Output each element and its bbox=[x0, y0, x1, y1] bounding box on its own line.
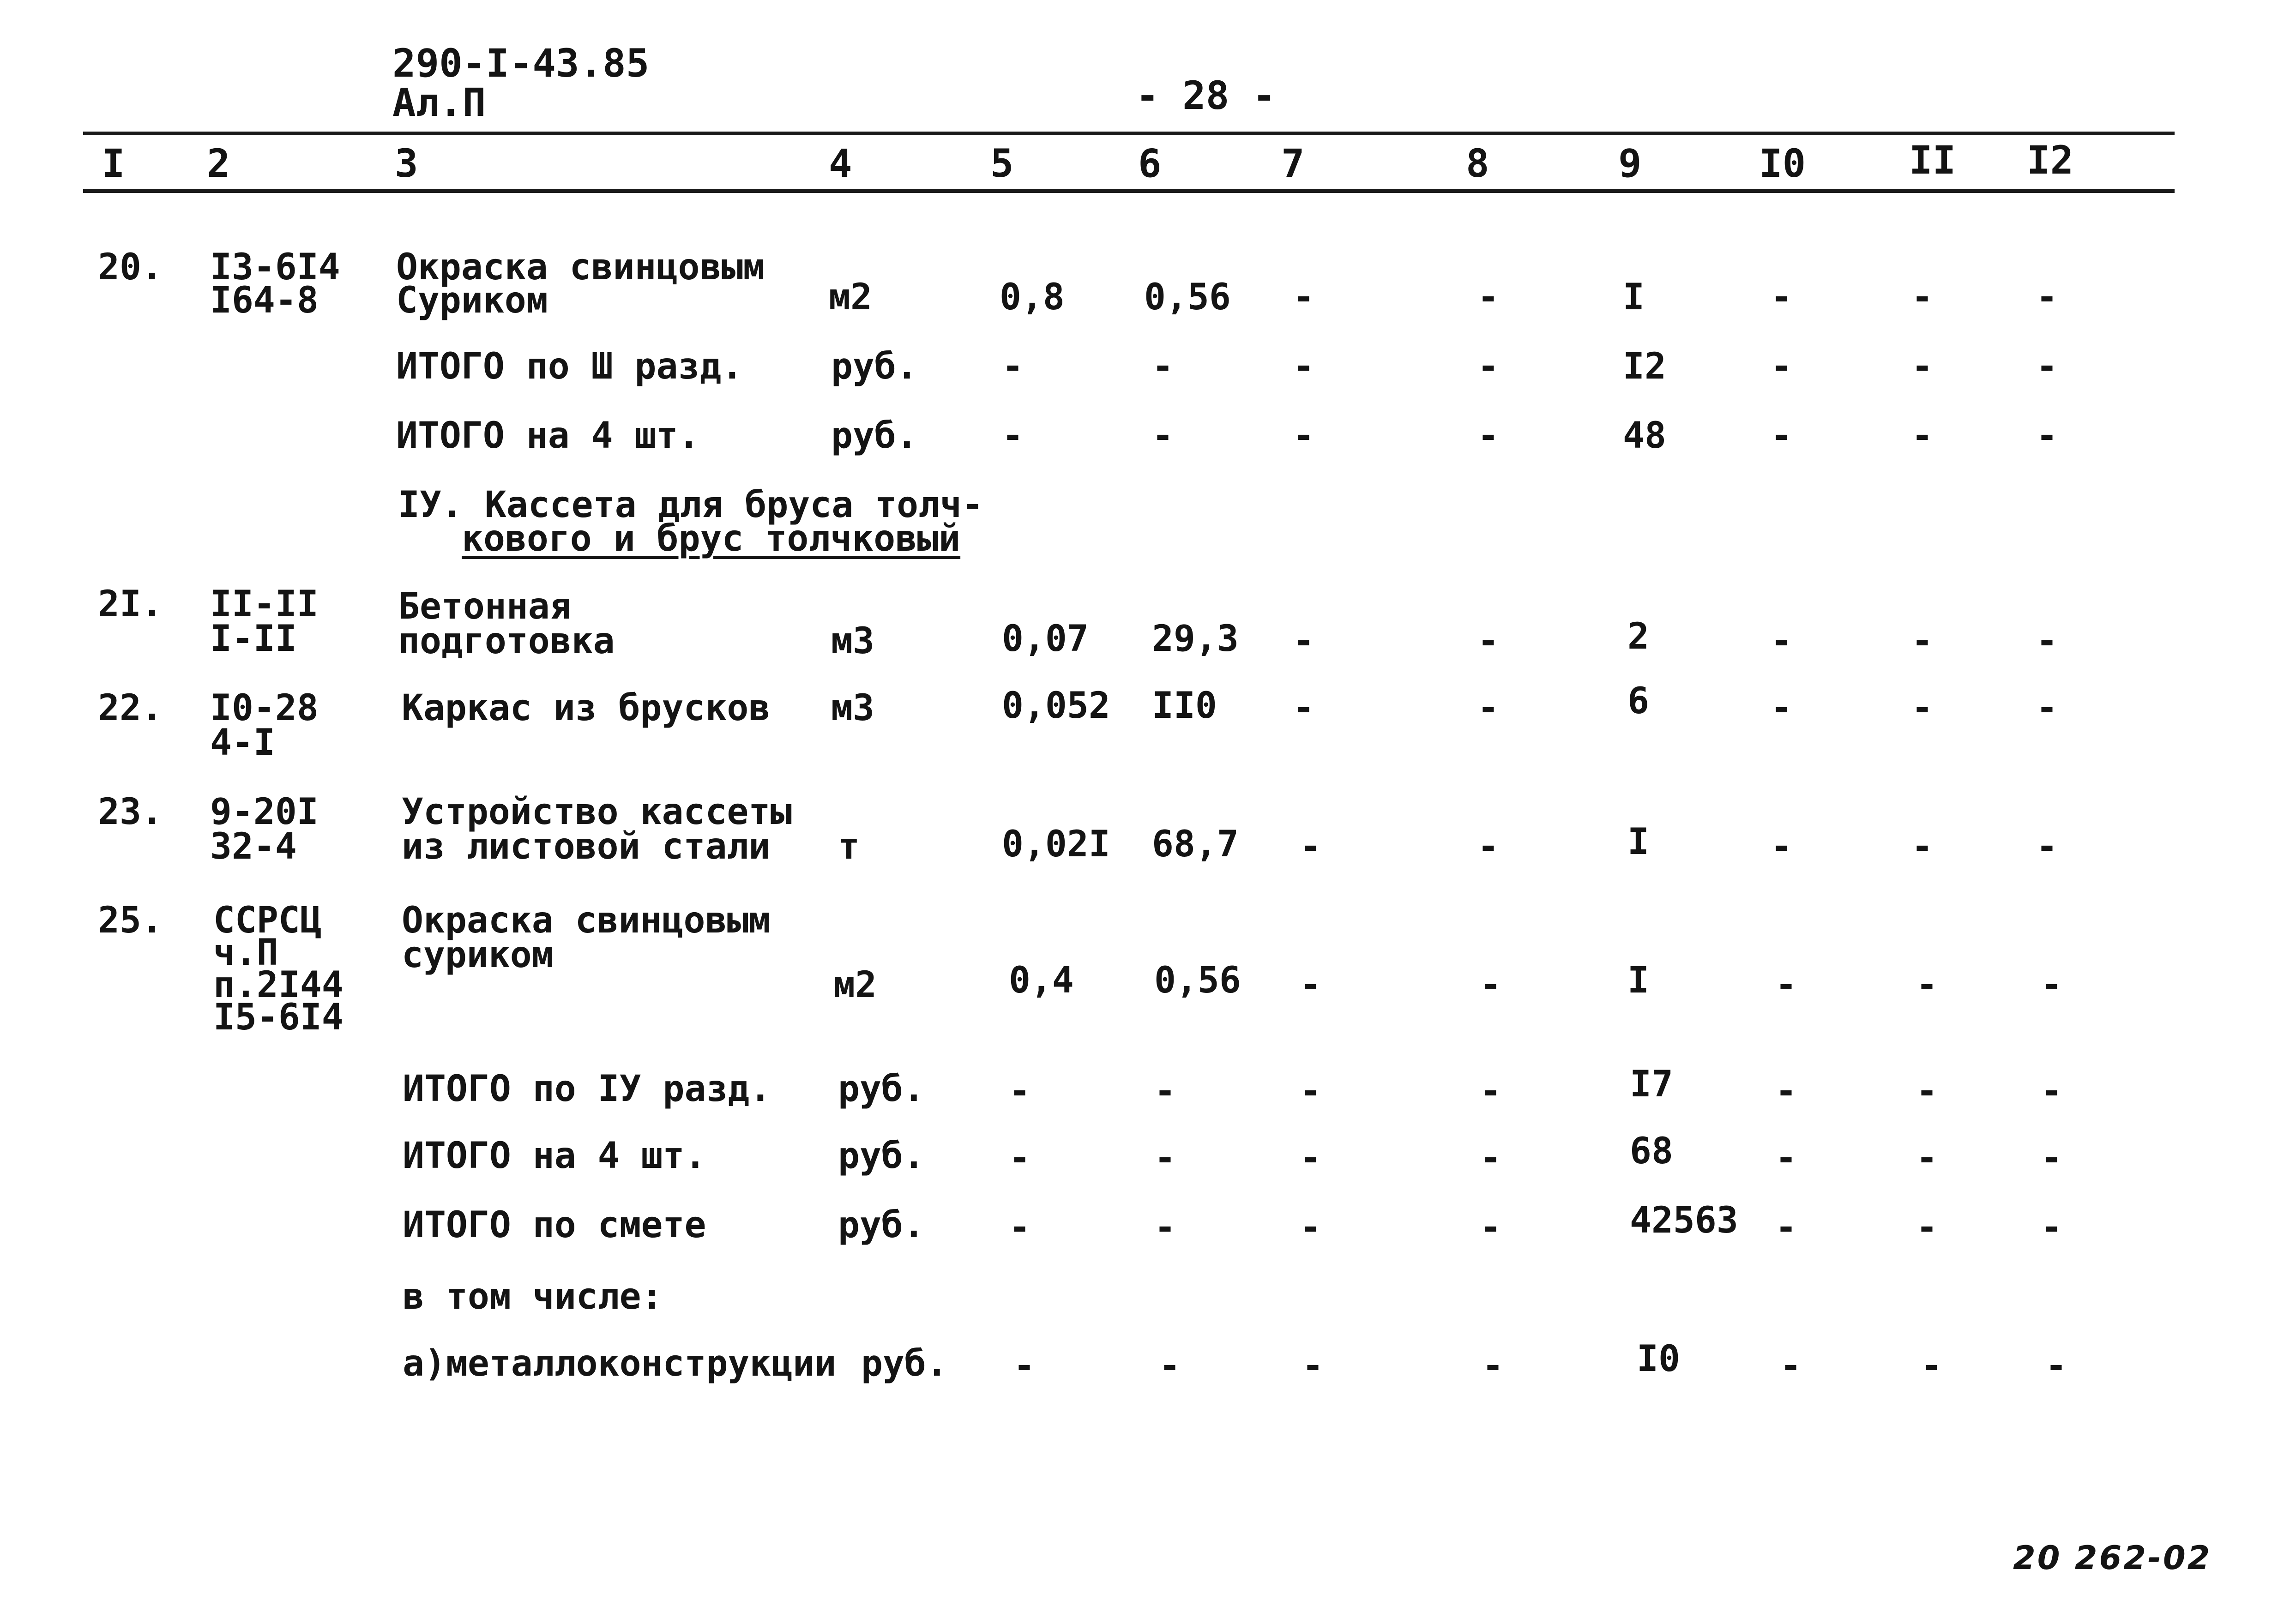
quantity: - bbox=[1002, 346, 1024, 387]
column-header: 2 bbox=[207, 141, 230, 186]
value-col6: - bbox=[1154, 1071, 1176, 1112]
header-bottom-rule bbox=[83, 189, 2175, 193]
value-col6: 0,56 bbox=[1154, 960, 1241, 1001]
unit: м2 bbox=[833, 964, 877, 1006]
norm-code: ч.П bbox=[213, 932, 278, 974]
value-col9: I7 bbox=[1630, 1064, 1673, 1105]
value-col7: - bbox=[1302, 1345, 1324, 1387]
value-col11: - bbox=[1911, 687, 1933, 729]
quantity: 0,4 bbox=[1009, 960, 1074, 1001]
value-col11: - bbox=[1916, 1137, 1938, 1179]
value-col11: - bbox=[1916, 1207, 1938, 1248]
page-number: - 28 - bbox=[1136, 73, 1276, 118]
value-col11: - bbox=[1911, 620, 1933, 662]
work-description: подготовка bbox=[398, 620, 615, 662]
norm-code: I-II bbox=[210, 618, 297, 660]
value-col6: - bbox=[1152, 346, 1174, 387]
work-description: в том числе: bbox=[403, 1276, 663, 1317]
norm-code: ССРСЦ bbox=[213, 900, 322, 941]
norm-code: 32-4 bbox=[210, 826, 297, 867]
value-col12: - bbox=[2036, 415, 2058, 457]
value-col9: I0 bbox=[1637, 1338, 1680, 1380]
value-col9: 68 bbox=[1630, 1131, 1673, 1172]
quantity: 0,07 bbox=[1002, 618, 1089, 660]
value-col8: - bbox=[1477, 687, 1499, 729]
value-col7: - bbox=[1293, 687, 1314, 729]
column-header: 5 bbox=[990, 141, 1014, 186]
unit: руб. bbox=[838, 1068, 925, 1110]
quantity: 0,02I bbox=[1002, 824, 1110, 865]
column-header: 6 bbox=[1138, 141, 1162, 186]
value-col8: - bbox=[1482, 1345, 1504, 1387]
value-col7: - bbox=[1300, 964, 1321, 1006]
value-col6: - bbox=[1154, 1137, 1176, 1179]
value-col11: - bbox=[1911, 346, 1933, 387]
row-number: 2I. bbox=[98, 583, 163, 625]
value-col6: 68,7 bbox=[1152, 824, 1239, 865]
value-col10: - bbox=[1771, 277, 1792, 318]
row-number: 22. bbox=[98, 687, 163, 729]
value-col10: - bbox=[1771, 346, 1792, 387]
value-col11: - bbox=[1916, 964, 1938, 1006]
work-description: из листовой стали bbox=[402, 826, 771, 867]
value-col9: 42563 bbox=[1630, 1200, 1738, 1241]
value-col9: I2 bbox=[1623, 346, 1666, 387]
norm-code: п.2I44 bbox=[213, 964, 343, 1006]
unit: м3 bbox=[831, 687, 874, 729]
unit: т bbox=[838, 826, 860, 867]
value-col12: - bbox=[2036, 826, 2058, 867]
row-number: 23. bbox=[98, 791, 163, 833]
norm-code: I3-6I4 bbox=[210, 247, 340, 288]
norm-code: I5-6I4 bbox=[213, 997, 343, 1038]
value-col11: - bbox=[1921, 1345, 1942, 1387]
value-col8: - bbox=[1477, 620, 1499, 662]
work-description: Устройство кассеты bbox=[402, 791, 792, 833]
value-col11: - bbox=[1911, 277, 1933, 318]
value-col12: - bbox=[2036, 687, 2058, 729]
quantity: - bbox=[1009, 1071, 1030, 1112]
column-header: I bbox=[102, 141, 125, 186]
value-col6: - bbox=[1159, 1345, 1181, 1387]
column-header: 4 bbox=[829, 141, 852, 186]
value-col7: - bbox=[1300, 1137, 1321, 1179]
value-col10: - bbox=[1775, 1071, 1797, 1112]
unit: руб. bbox=[831, 346, 918, 387]
value-col9: I bbox=[1627, 821, 1649, 863]
section-title: кового и брус толчковый bbox=[462, 518, 961, 559]
work-description: Бетонная bbox=[398, 586, 572, 627]
value-col8: - bbox=[1477, 826, 1499, 867]
top-rule bbox=[83, 132, 2175, 135]
value-col12: - bbox=[2041, 1137, 2062, 1179]
unit: м2 bbox=[829, 277, 872, 318]
value-col8: - bbox=[1480, 1207, 1501, 1248]
value-col7: - bbox=[1293, 415, 1314, 457]
value-col10: - bbox=[1775, 1207, 1797, 1248]
value-col12: - bbox=[2041, 1071, 2062, 1112]
value-col10: - bbox=[1771, 415, 1792, 457]
column-header: II bbox=[1909, 138, 1956, 183]
column-header: 8 bbox=[1466, 141, 1489, 186]
sheet-label: Ал.П bbox=[392, 80, 486, 125]
work-description: Окраска свинцовым bbox=[396, 247, 765, 288]
value-col6: 0,56 bbox=[1144, 277, 1231, 318]
value-col12: - bbox=[2036, 620, 2058, 662]
column-header: I2 bbox=[2027, 138, 2074, 183]
value-col9: 2 bbox=[1627, 616, 1649, 657]
value-col9: 48 bbox=[1623, 415, 1666, 457]
value-col7: - bbox=[1300, 1071, 1321, 1112]
work-description: ИТОГО по смете bbox=[403, 1204, 706, 1246]
work-description: ИТОГО на 4 шт. bbox=[403, 1135, 706, 1177]
value-col8: - bbox=[1477, 415, 1499, 457]
work-description: а)металлоконструкции bbox=[403, 1343, 837, 1384]
row-number: 20. bbox=[98, 247, 163, 288]
value-col11: - bbox=[1911, 826, 1933, 867]
work-description: Каркас из брусков bbox=[402, 687, 771, 729]
value-col10: - bbox=[1775, 1137, 1797, 1179]
norm-code: 4-I bbox=[210, 722, 275, 764]
quantity: - bbox=[1009, 1207, 1030, 1248]
value-col12: - bbox=[2045, 1345, 2067, 1387]
quantity: 0,8 bbox=[1000, 277, 1065, 318]
section-title: IУ. Кассета для бруса толч- bbox=[398, 484, 983, 526]
value-col7: - bbox=[1293, 346, 1314, 387]
value-col7: - bbox=[1300, 1207, 1321, 1248]
value-col12: - bbox=[2041, 964, 2062, 1006]
norm-code: 9-20I bbox=[210, 791, 319, 833]
value-col12: - bbox=[2036, 346, 2058, 387]
column-header: I0 bbox=[1759, 141, 1806, 186]
norm-code: I0-28 bbox=[210, 687, 319, 729]
archive-stamp: 20 262-02 bbox=[2013, 1539, 2212, 1577]
quantity: - bbox=[1013, 1345, 1035, 1387]
work-description: Окраска свинцовым bbox=[402, 900, 771, 941]
quantity: - bbox=[1002, 415, 1024, 457]
value-col6: 29,3 bbox=[1152, 618, 1239, 660]
value-col6: - bbox=[1152, 415, 1174, 457]
quantity: 0,052 bbox=[1002, 685, 1110, 727]
value-col6: - bbox=[1154, 1207, 1176, 1248]
work-description: ИТОГО по Ш разд. bbox=[396, 346, 743, 387]
norm-code: II-II bbox=[210, 583, 319, 625]
unit: руб. bbox=[838, 1135, 925, 1177]
value-col10: - bbox=[1780, 1345, 1802, 1387]
unit: руб. bbox=[861, 1343, 948, 1384]
value-col8: - bbox=[1477, 277, 1499, 318]
value-col12: - bbox=[2036, 277, 2058, 318]
value-col9: I bbox=[1623, 277, 1645, 318]
value-col10: - bbox=[1771, 687, 1792, 729]
quantity: - bbox=[1009, 1137, 1030, 1179]
value-col9: I bbox=[1627, 960, 1649, 1001]
work-description: суриком bbox=[402, 934, 554, 976]
value-col11: - bbox=[1911, 415, 1933, 457]
value-col7: - bbox=[1300, 826, 1321, 867]
work-description: ИТОГО по IУ разд. bbox=[403, 1068, 771, 1110]
value-col11: - bbox=[1916, 1071, 1938, 1112]
value-col9: 6 bbox=[1627, 680, 1649, 722]
unit: руб. bbox=[838, 1204, 925, 1246]
unit: руб. bbox=[831, 415, 918, 457]
work-description: Суриком bbox=[396, 280, 548, 321]
value-col6: II0 bbox=[1152, 685, 1217, 727]
value-col8: - bbox=[1477, 346, 1499, 387]
value-col7: - bbox=[1293, 277, 1314, 318]
value-col10: - bbox=[1771, 826, 1792, 867]
value-col10: - bbox=[1771, 620, 1792, 662]
document-code: 290-I-43.85 bbox=[392, 41, 650, 86]
row-number: 25. bbox=[98, 900, 163, 941]
value-col8: - bbox=[1480, 964, 1501, 1006]
work-description: ИТОГО на 4 шт. bbox=[396, 415, 700, 457]
value-col12: - bbox=[2041, 1207, 2062, 1248]
value-col8: - bbox=[1480, 1071, 1501, 1112]
column-header: 7 bbox=[1281, 141, 1305, 186]
norm-code: I64-8 bbox=[210, 280, 319, 321]
column-header: 9 bbox=[1618, 141, 1642, 186]
value-col7: - bbox=[1293, 620, 1314, 662]
value-col10: - bbox=[1775, 964, 1797, 1006]
value-col8: - bbox=[1480, 1137, 1501, 1179]
column-header: 3 bbox=[395, 141, 418, 186]
unit: м3 bbox=[831, 620, 874, 662]
